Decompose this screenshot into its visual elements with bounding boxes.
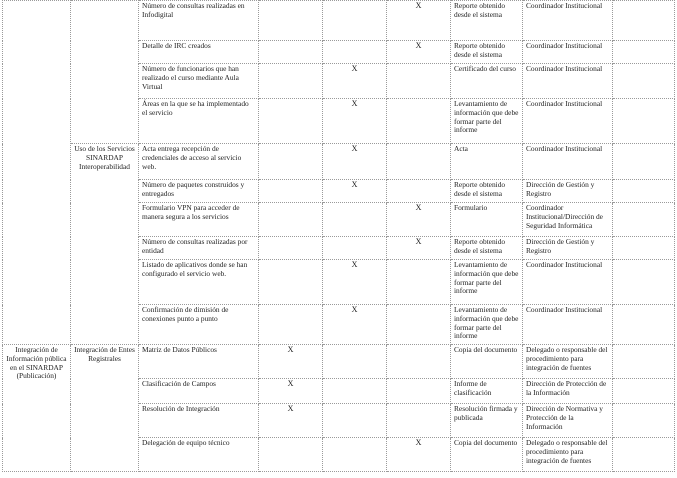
indicator-cell: Delegación de equipo técnico bbox=[139, 438, 259, 472]
mark-cell bbox=[323, 203, 387, 237]
mark-cell bbox=[387, 404, 451, 438]
indicator-cell: Resolución de Integración bbox=[139, 404, 259, 438]
mark-cell bbox=[387, 99, 451, 144]
subgroup-cell-empty bbox=[71, 1, 139, 144]
mark-cell: X bbox=[387, 41, 451, 64]
indicator-cell: Número de consultas realizadas por entidad bbox=[139, 237, 259, 260]
subgroup-cell: Integración de Entes Registrales bbox=[71, 345, 139, 472]
source-cell: Reporte obtenido desde el sistema bbox=[451, 180, 523, 203]
responsible-cell: Coordinador Institucional bbox=[523, 305, 613, 345]
mark-cell bbox=[259, 203, 323, 237]
source-cell: Resolución firmada y publicada bbox=[451, 404, 523, 438]
mark-cell bbox=[259, 237, 323, 260]
mark-cell bbox=[387, 64, 451, 99]
responsible-cell: Dirección de Protección de la Información bbox=[523, 379, 613, 404]
mark-cell bbox=[323, 1, 387, 41]
responsible-cell: Delegado o responsable del procedimiento para integración de fuentes bbox=[523, 345, 613, 379]
mark-cell: X bbox=[387, 237, 451, 260]
responsible-cell: Dirección de Gestión y Registro bbox=[523, 180, 613, 203]
mark-cell bbox=[259, 1, 323, 41]
mark-cell bbox=[259, 260, 323, 305]
responsible-cell: Coordinador Institucional bbox=[523, 144, 613, 180]
source-cell: Copia del documento bbox=[451, 438, 523, 472]
mark-cell: X bbox=[323, 144, 387, 180]
source-cell: Reporte obtenido desde el sistema bbox=[451, 237, 523, 260]
responsible-cell: Dirección de Gestión y Registro bbox=[523, 237, 613, 260]
responsible-cell: Delegado o responsable del procedimiento para integración de fuentes bbox=[523, 438, 613, 472]
table-row bbox=[3, 144, 675, 180]
subgroup-cell: Uso de los Servicios SINARDAP Interoperabilidad bbox=[71, 144, 139, 345]
mark-cell: X bbox=[259, 404, 323, 438]
mark-cell bbox=[323, 404, 387, 438]
indicator-cell: Acta entrega recepción de credenciales de acceso al servicio web. bbox=[139, 144, 259, 180]
mark-cell: X bbox=[387, 203, 451, 237]
source-cell: Reporte obtenido desde el sistema bbox=[451, 1, 523, 41]
mark-cell bbox=[323, 237, 387, 260]
group-cell-empty bbox=[3, 1, 71, 345]
empty-cell bbox=[613, 64, 675, 99]
empty-cell bbox=[613, 203, 675, 237]
mark-cell: X bbox=[259, 379, 323, 404]
mark-cell bbox=[387, 260, 451, 305]
empty-cell bbox=[613, 305, 675, 345]
responsible-cell: Coordinador Institucional bbox=[523, 1, 613, 41]
mark-cell: X bbox=[323, 260, 387, 305]
indicator-cell: Número de paquetes construidos y entregados bbox=[139, 180, 259, 203]
indicators-table bbox=[2, 0, 675, 472]
responsible-cell: Coordinador Institucional bbox=[523, 41, 613, 64]
mark-cell bbox=[259, 144, 323, 180]
mark-cell bbox=[387, 345, 451, 379]
mark-cell bbox=[323, 41, 387, 64]
responsible-cell: Coordinador Institucional bbox=[523, 64, 613, 99]
empty-cell bbox=[613, 1, 675, 41]
source-cell: Levantamiento de información que debe formar parte del informe bbox=[451, 305, 523, 345]
empty-cell bbox=[613, 41, 675, 64]
empty-cell bbox=[613, 379, 675, 404]
responsible-cell: Coordinador Institucional bbox=[523, 260, 613, 305]
mark-cell: X bbox=[259, 345, 323, 379]
responsible-cell: Coordinador Institucional bbox=[523, 99, 613, 144]
table-row bbox=[3, 345, 675, 379]
mark-cell bbox=[259, 180, 323, 203]
mark-cell bbox=[387, 379, 451, 404]
mark-cell bbox=[387, 305, 451, 345]
indicator-cell: Confirmación de dimisión de conexiones punto a punto bbox=[139, 305, 259, 345]
indicator-cell: Clasificación de Campos bbox=[139, 379, 259, 404]
empty-cell bbox=[613, 237, 675, 260]
mark-cell bbox=[259, 64, 323, 99]
group-cell: Integración de Información pública en el SINARDAP (Publicación) bbox=[3, 345, 71, 472]
mark-cell: X bbox=[323, 64, 387, 99]
indicator-cell: Áreas en la que se ha implementado el servicio bbox=[139, 99, 259, 144]
indicator-cell: Número de funcionarios que han realizado el curso mediante Aula Virtual bbox=[139, 64, 259, 99]
mark-cell bbox=[259, 438, 323, 472]
mark-cell: X bbox=[323, 305, 387, 345]
source-cell: Informe de clasificación bbox=[451, 379, 523, 404]
source-cell: Acta bbox=[451, 144, 523, 180]
indicator-cell: Número de consultas realizadas en Infodigital bbox=[139, 1, 259, 41]
source-cell: Levantamiento de información que debe formar parte del informe bbox=[451, 260, 523, 305]
indicator-cell: Formulario VPN para acceder de manera segura a los servicios bbox=[139, 203, 259, 237]
mark-cell: X bbox=[387, 438, 451, 472]
indicator-cell: Detalle de IRC creados bbox=[139, 41, 259, 64]
source-cell: Copia del documento bbox=[451, 345, 523, 379]
indicator-cell: Matriz de Datos Públicos bbox=[139, 345, 259, 379]
empty-cell bbox=[613, 404, 675, 438]
responsible-cell: Coordinador Institucional/Dirección de Seguridad Informática bbox=[523, 203, 613, 237]
empty-cell bbox=[613, 260, 675, 305]
mark-cell: X bbox=[387, 1, 451, 41]
indicator-cell: Listado de aplicativos donde se han configurado el servicio web. bbox=[139, 260, 259, 305]
mark-cell bbox=[323, 345, 387, 379]
empty-cell bbox=[613, 144, 675, 180]
mark-cell bbox=[323, 379, 387, 404]
mark-cell bbox=[387, 180, 451, 203]
source-cell: Formulario bbox=[451, 203, 523, 237]
mark-cell bbox=[259, 99, 323, 144]
mark-cell bbox=[323, 438, 387, 472]
responsible-cell: Dirección de Normativa y Protección de la Información bbox=[523, 404, 613, 438]
source-cell: Certificado del curso bbox=[451, 64, 523, 99]
empty-cell bbox=[613, 180, 675, 203]
empty-cell bbox=[613, 438, 675, 472]
empty-cell bbox=[613, 345, 675, 379]
mark-cell: X bbox=[323, 99, 387, 144]
empty-cell bbox=[613, 99, 675, 144]
table-row bbox=[3, 1, 675, 41]
mark-cell bbox=[387, 144, 451, 180]
source-cell: Levantamiento de información que debe formar parte del informe bbox=[451, 99, 523, 144]
mark-cell bbox=[259, 41, 323, 64]
mark-cell: X bbox=[323, 180, 387, 203]
mark-cell bbox=[259, 305, 323, 345]
source-cell: Reporte obtenido desde el sistema bbox=[451, 41, 523, 64]
